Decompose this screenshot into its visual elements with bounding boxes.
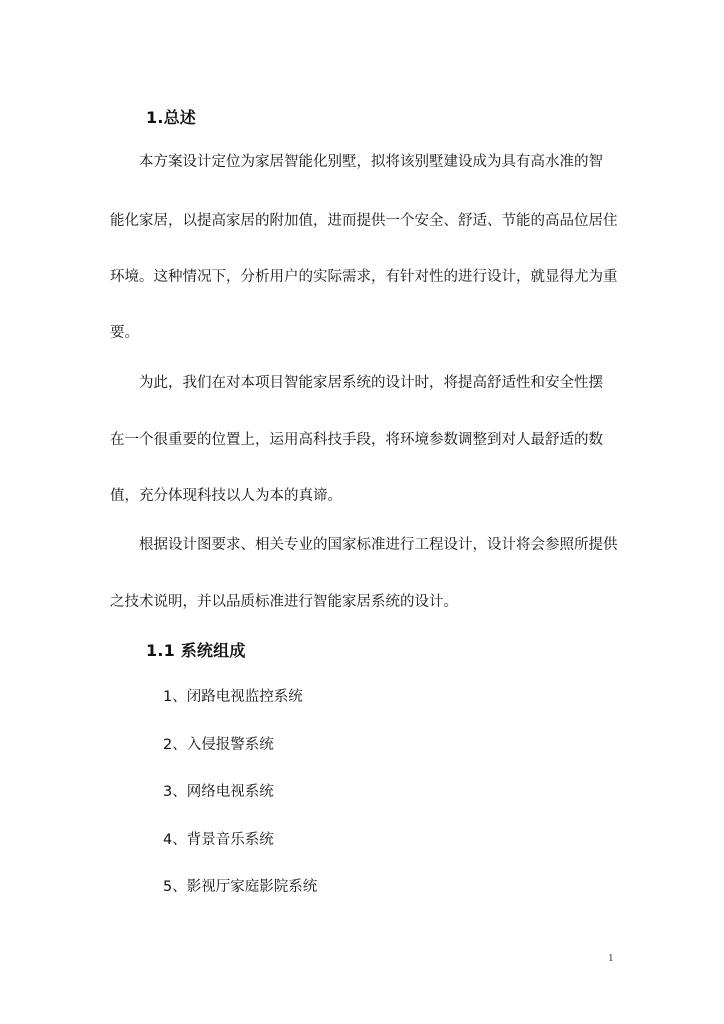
paragraph-2-line-2: 在一个很重要的位置上，运用高科技手段，将环境参数调整到对人最舒适的数	[110, 432, 603, 448]
section-heading-system-composition: 1.1 系统组成	[146, 641, 246, 660]
page-number: 1	[608, 952, 614, 964]
paragraph-2-line-1: 为此，我们在对本项目智能家居系统的设计时，将提高舒适性和安全性摆	[139, 375, 603, 391]
paragraph-1-line-3: 环境。这种情况下，分析用户的实际需求，有针对性的进行设计，就显得尤为重	[110, 269, 618, 285]
system-list-item-3: 3、网络电视系统	[163, 784, 274, 800]
paragraph-3-line-1: 根据设计图要求、相关专业的国家标准进行工程设计，设计将会参照所提供	[139, 537, 618, 553]
system-list-item-2: 2、入侵报警系统	[163, 737, 274, 753]
section-heading-overview: 1.总述	[146, 108, 197, 127]
system-list-item-5: 5、影视厅家庭影院系统	[163, 879, 318, 895]
system-list-item-4: 4、背景音乐系统	[163, 832, 274, 848]
paragraph-1-line-4: 要。	[110, 325, 139, 341]
paragraph-2-line-3: 值，充分体现科技以人为本的真谛。	[110, 488, 342, 504]
paragraph-1-line-1: 本方案设计定位为家居智能化别墅，拟将该别墅建设成为具有高水准的智	[139, 154, 603, 170]
paragraph-3-line-2: 之技术说明，并以品质标准进行智能家居系统的设计。	[110, 594, 458, 610]
paragraph-1-line-2: 能化家居，以提高家居的附加值，进而提供一个安全、舒适、节能的高品位居住	[110, 213, 618, 229]
system-list-item-1: 1、闭路电视监控系统	[163, 689, 303, 705]
